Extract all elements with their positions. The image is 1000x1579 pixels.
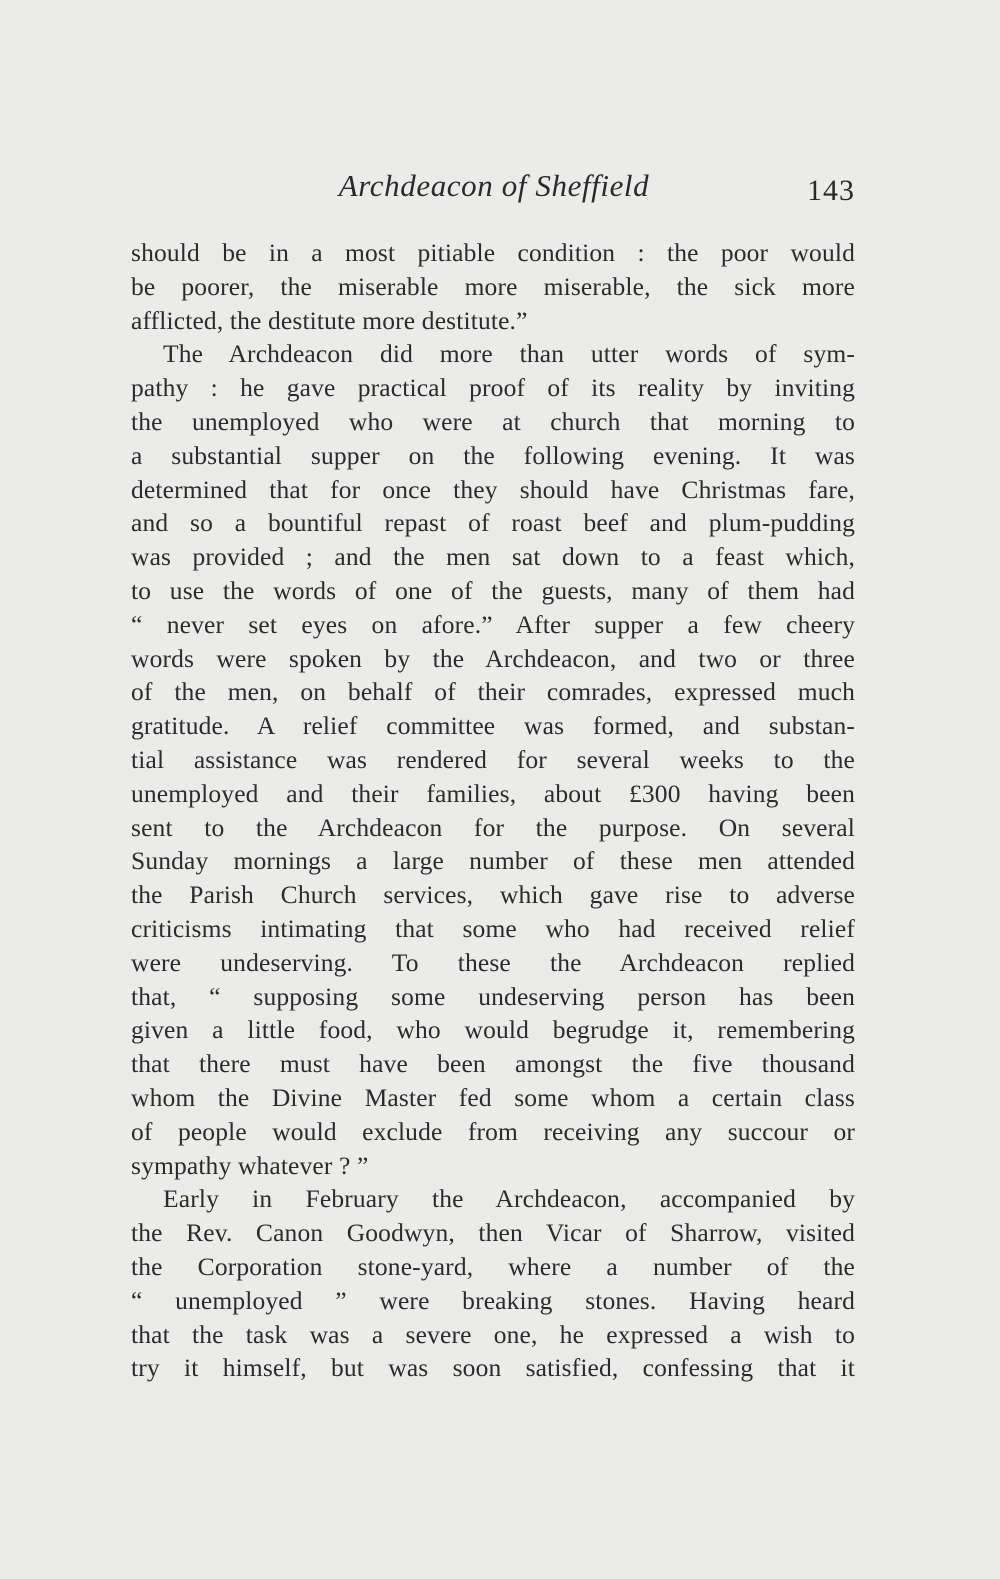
text-line: should be in a most pitiable condition : the poor would [131,238,855,267]
text-line: The Archdeacon did more than utter words of sym- [163,339,855,369]
text-line: a substantial supper on the following evening. It was [131,440,855,470]
text-line: Sunday mornings a large number of these men attended [131,846,855,876]
text-line: try it himself, but was soon satisfied, confessing that it [131,1353,855,1383]
text-line: of the men, on behalf of their comrades, expressed much [131,677,855,707]
text-line: the unemployed who were at church that morning to [131,406,855,436]
text-line: given a little food, who would begrudge it, remembering [131,1015,855,1045]
text-line: the Rev. Canon Goodwyn, then Vicar of Sharrow, visited [131,1218,855,1248]
text-line: determined that for once they should have Christmas fare, [131,474,855,504]
text-line: of people would exclude from receiving any succour or [131,1116,855,1146]
text-line: that, “ supposing some undeserving person has been [131,981,855,1011]
text-line: sympathy whatever ? ” [131,1150,369,1180]
text-line: to use the words of one of the guests, many of them had [131,575,855,605]
text-line: were undeserving. To these the Archdeacon replied [131,947,855,977]
text-line: sent to the Archdeacon for the purpose. On several [131,812,855,842]
text-line: and so a bountiful repast of roast beef and plum-pudding [131,508,855,538]
text-line: words were spoken by the Archdeacon, and two or three [131,643,855,673]
text-line: “ never set eyes on afore.” After supper a few cheery [131,609,855,639]
text-line: that the task was a severe one, he expressed a wish to [131,1319,855,1349]
running-title: Archdeacon of Sheffield [338,168,650,203]
text-line: the Parish Church services, which gave rise to adverse [131,880,855,910]
text-line: tial assistance was rendered for several weeks to the [131,744,855,774]
text-line: unemployed and their families, about £300 having been [131,778,855,808]
page-number: 143 [807,174,855,207]
body-text [131,236,855,1385]
running-head [133,166,855,210]
text-line: that there must have been amongst the five thousand [131,1049,855,1079]
text-line: gratitude. A relief committee was formed, and substan- [131,711,855,741]
text-line: the Corporation stone-yard, where a number of the [131,1251,855,1281]
text-line: was provided ; and the men sat down to a feast which, [131,542,855,572]
text-line: pathy : he gave practical proof of its reality by inviting [131,373,855,403]
text-line: “ unemployed ” were breaking stones. Having heard [131,1285,855,1315]
text-line: criticisms intimating that some who had received relief [131,913,855,943]
text-line: Early in February the Archdeacon, accompanied by [163,1184,855,1214]
text-line: afflicted, the destitute more destitute.” [131,305,528,335]
text-line: be poorer, the miserable more miserable, the sick more [131,271,855,301]
text-line: whom the Divine Master fed some whom a certain class [131,1082,855,1112]
